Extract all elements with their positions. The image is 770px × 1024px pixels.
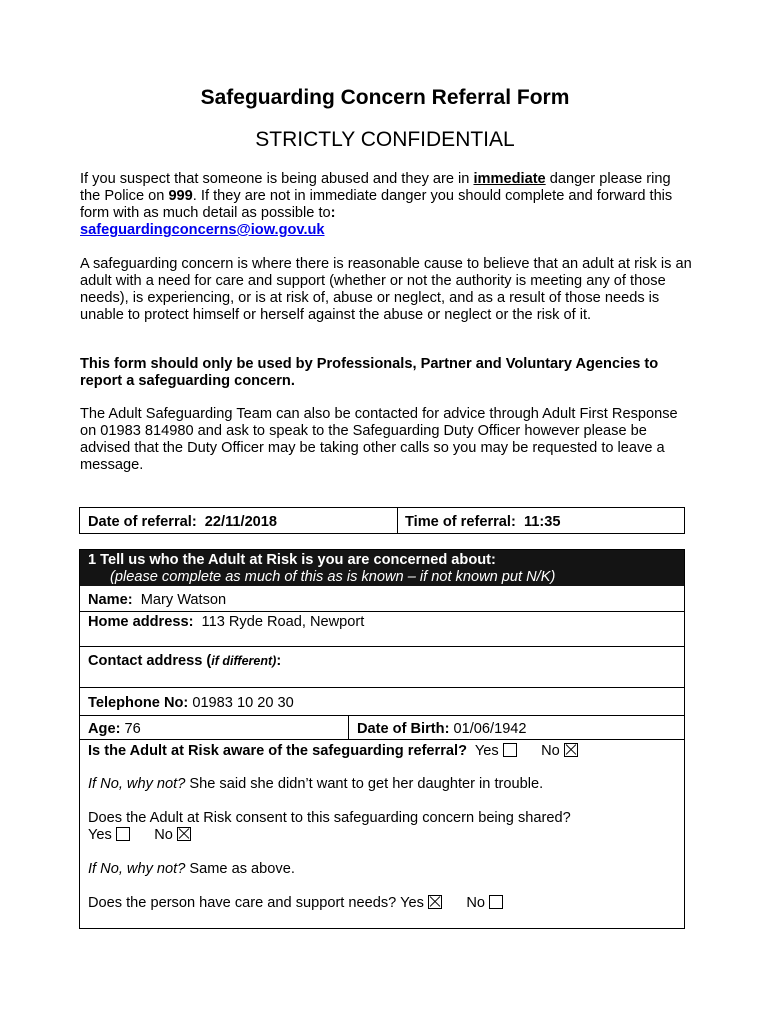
care-needs-question: Does the person have care and support needs? Yes No (88, 895, 503, 911)
immediate-emphasis: immediate (473, 171, 546, 187)
dob-field[interactable]: Date of Birth: 01/06/1942 (357, 721, 527, 737)
home-address-field[interactable]: Home address: 113 Ryde Road, Newport (88, 614, 365, 630)
section-1-heading: 1 Tell us who the Adult at Risk is you are concerned about: (88, 552, 496, 568)
aware-question: Is the Adult at Risk aware of the safeguarding referral? Yes No (88, 743, 578, 759)
aware-reason[interactable]: If No, why not? She said she didn’t want to get her daughter in trouble. (88, 776, 544, 792)
divider (80, 739, 684, 740)
consent-no-checkbox[interactable] (177, 827, 191, 841)
divider (397, 508, 398, 534)
age-field[interactable]: Age: 76 (88, 721, 141, 737)
consent-question: Does the Adult at Risk consent to this safeguarding concern being shared? (88, 810, 571, 826)
police-number: 999 (168, 188, 193, 204)
consent-reason[interactable]: If No, why not? Same as above. (88, 861, 295, 877)
name-field[interactable]: Name: Mary Watson (88, 592, 227, 608)
section-1 (79, 549, 685, 929)
consent-yes-checkbox[interactable] (116, 827, 130, 841)
email-link[interactable]: safeguardingconcerns@iow.gov.uk (80, 222, 325, 238)
page-subtitle: STRICTLY CONFIDENTIAL (255, 128, 515, 151)
referral-box (79, 507, 685, 534)
divider (348, 715, 349, 739)
needs-no-checkbox[interactable] (489, 895, 503, 909)
page-title: Safeguarding Concern Referral Form (200, 86, 570, 109)
intro-paragraph-4: The Adult Safeguarding Team can also be contacted for advice through Adult First Response on 01983 814980 and ask to speak to the Safeguarding Duty Officer however please be advised that the Duty Officer may be taking other calls so you may be requested to leave a message. (80, 406, 678, 473)
referral-date[interactable]: Date of referral: 22/11/2018 (88, 514, 278, 530)
divider (80, 611, 684, 612)
divider (80, 715, 684, 716)
section-1-subheading: (please complete as much of this as is known – if not known put N/K) (110, 569, 556, 585)
referral-time[interactable]: Time of referral: 11:35 (405, 514, 561, 530)
divider (80, 646, 684, 647)
intro-paragraph-1: If you suspect that someone is being abused and they are in immediate danger please ring the Police on 999. If they are not in immediate danger you should complete and forward this form with as much detail as possible to: safeguardingconcerns@iow.gov.uk (80, 171, 673, 238)
intro-paragraph-2: A safeguarding concern is where there is reasonable cause to believe that an adult at risk is an adult with a need for care and support (whether or not the authority is meeting any of those needs), is experiencing, or is at risk of, abuse or neglect, and as a result of those needs is unable to protect himself or herself against the abuse or neglect or the risk of it. (80, 256, 692, 323)
telephone-field[interactable]: Telephone No: 01983 10 20 30 (88, 695, 294, 711)
divider (80, 687, 684, 688)
section-1-header (80, 550, 684, 586)
contact-address-field[interactable]: Contact address (if different): (88, 653, 282, 669)
aware-yes-checkbox[interactable] (503, 743, 517, 757)
consent-options: Yes No (88, 827, 191, 843)
intro-paragraph-3: This form should only be used by Professionals, Partner and Voluntary Agencies to report a safeguarding concern. (80, 356, 659, 389)
aware-no-checkbox[interactable] (564, 743, 578, 757)
needs-yes-checkbox[interactable] (428, 895, 442, 909)
